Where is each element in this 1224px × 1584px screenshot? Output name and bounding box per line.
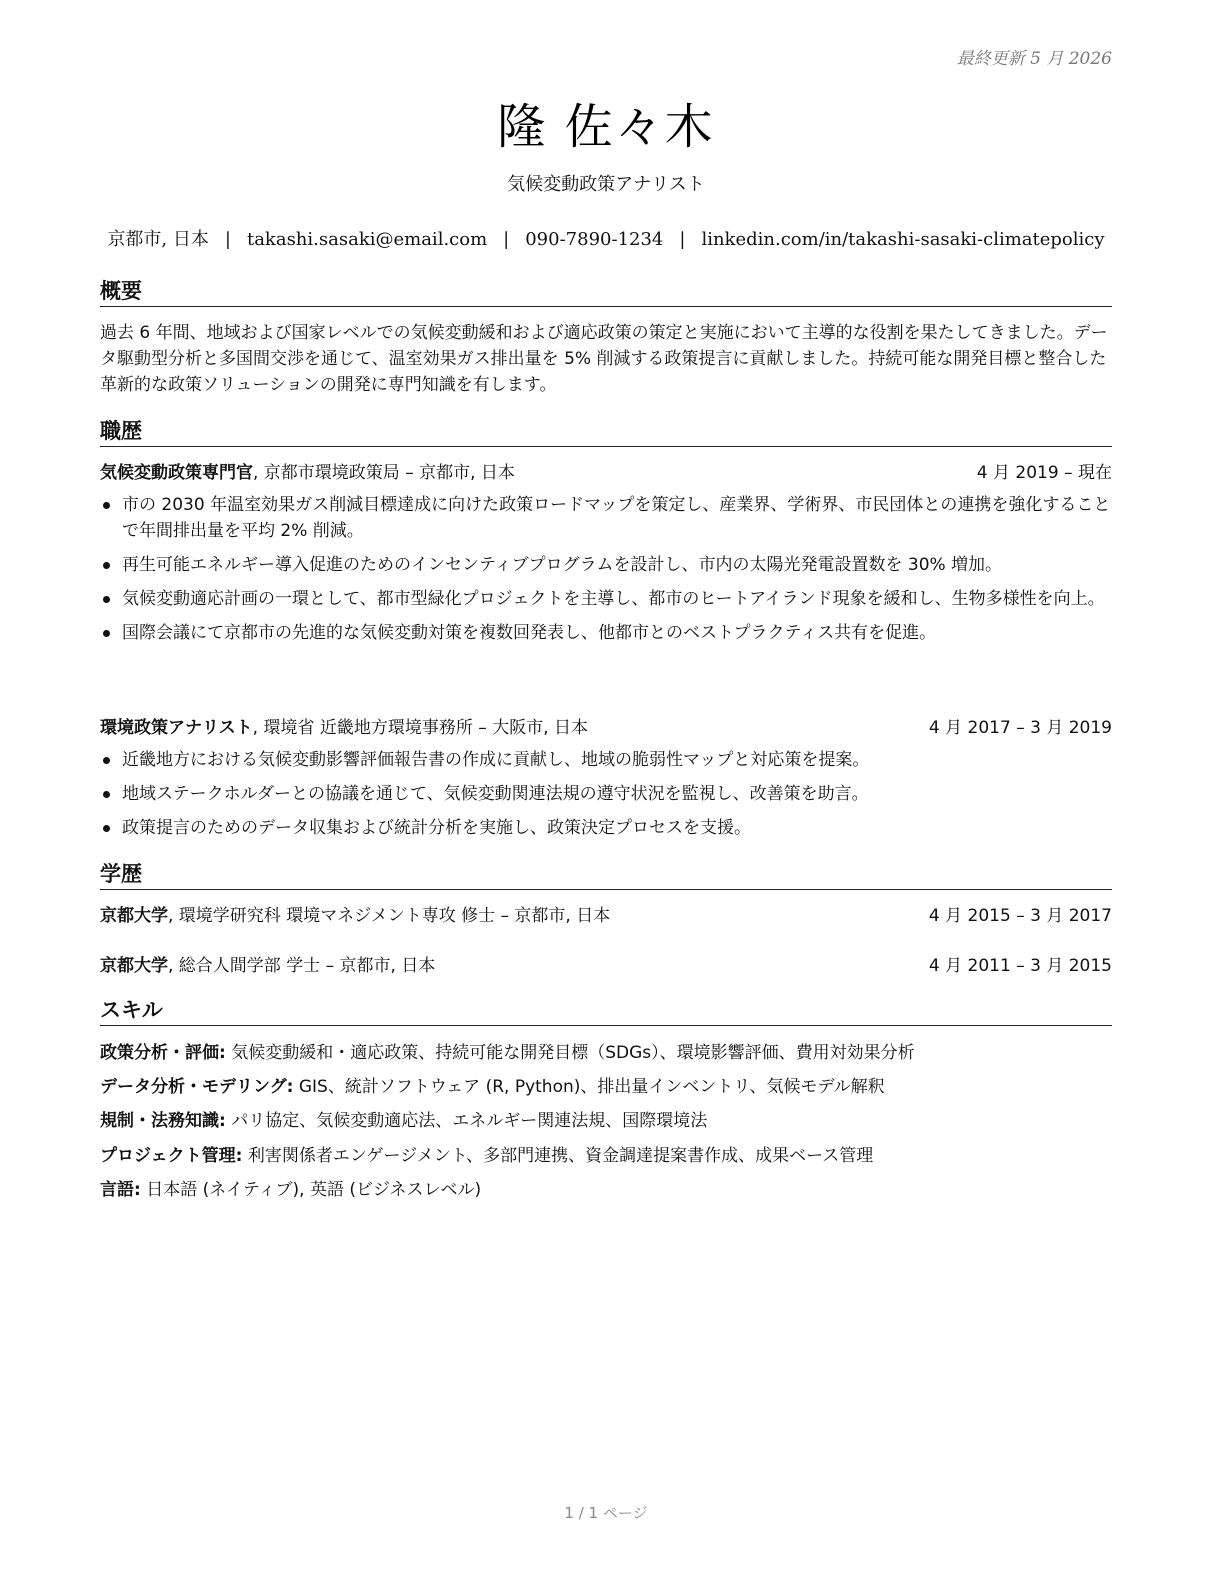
- list-item: 再生可能エネルギー導入促進のためのインセンティブプログラムを設計し、市内の太陽光発電設置数を 30% 増加。: [100, 552, 1112, 578]
- section-title-education: 学歴: [100, 860, 1112, 890]
- page-number: 1 / 1 ページ: [564, 1504, 648, 1522]
- contact-separator: |: [224, 229, 231, 250]
- skill-label: プロジェクト管理:: [100, 1146, 243, 1166]
- job-role: 環境政策アナリスト: [100, 718, 253, 738]
- skill-value: 日本語 (ネイティブ), 英語 (ビジネスレベル): [140, 1180, 482, 1200]
- summary-text: 過去 6 年間、地域および国家レベルでの気候変動緩和および適応政策の策定と実施において主導的な役割を果たしてきました。データ駆動型分析と多国間交渉を通じて、温室効果ガス排出量を 5% 削減する政策提言に貢献しました。持続可能な開発目標と整合した革新的な政策ソリューションの開発に専門知識を有します。: [100, 323, 1108, 395]
- skill-line: [100, 1108, 1112, 1134]
- job-bullets: [100, 492, 1112, 654]
- job-org: , 京都市環境政策局 – 京都市, 日本: [253, 463, 515, 483]
- education-detail: , 環境学研究科 環境マネジメント専攻 修士 – 京都市, 日本: [168, 906, 611, 926]
- skill-value: パリ協定、気候変動適応法、エネルギー関連法規、国際環境法: [225, 1111, 708, 1131]
- skill-label: データ分析・モデリング:: [100, 1077, 294, 1097]
- skill-value: 利害関係者エンゲージメント、多部門連携、資金調達提案書作成、成果ベース管理: [242, 1146, 874, 1166]
- skill-label: 政策分析・評価:: [100, 1043, 226, 1063]
- list-item: 国際会議にて京都市の先進的な気候変動対策を複数回発表し、他都市とのベストプラクティス共有を促進。: [100, 620, 1112, 646]
- list-item: 市の 2030 年温室効果ガス削減目標達成に向けた政策ロードマップを策定し、産業界、学術界、市民団体との連携を強化することで年間排出量を平均 2% 削減。: [100, 492, 1112, 544]
- list-item: 気候変動適応計画の一環として、都市型緑化プロジェクトを主導し、都市のヒートアイランド現象を緩和し、生物多様性を向上。: [100, 586, 1112, 612]
- skill-value: 気候変動緩和・適応政策、持続可能な開発目標（SDGs）、環境影響評価、費用対効果分析: [225, 1043, 915, 1063]
- education-entry: [100, 904, 1112, 928]
- last-updated: 最終更新 5 月 2026: [956, 49, 1112, 69]
- skill-line: [100, 1143, 1112, 1169]
- candidate-name: 隆 佐々木: [497, 99, 715, 155]
- skill-label: 規制・法務知識:: [100, 1111, 226, 1131]
- job-header: [100, 461, 1112, 485]
- job-org: , 環境省 近畿地方環境事務所 – 大阪市, 日本: [252, 718, 588, 738]
- contact-separator: |: [503, 229, 510, 250]
- job-bullets: [100, 747, 1112, 849]
- list-item: 地域ステークホルダーとの協議を通じて、気候変動関連法規の遵守状況を監視し、改善策を助言。: [100, 781, 1112, 807]
- list-item: 政策提言のためのデータ収集および統計分析を実施し、政策決定プロセスを支援。: [100, 815, 1112, 841]
- resume-page: [100, 0, 1112, 1584]
- job-role: 気候変動政策専門官: [100, 463, 253, 483]
- education-school: 京都大学: [100, 956, 168, 976]
- list-item: 近畿地方における気候変動影響評価報告書の作成に貢献し、地域の脆弱性マップと対応策を提案。: [100, 747, 1112, 773]
- job-dates: 4 月 2017 – 3 月 2019: [928, 718, 1112, 738]
- skill-line: [100, 1177, 1112, 1203]
- contact-phone[interactable]: 090-7890-1234: [525, 229, 664, 250]
- job-header: [100, 716, 1112, 740]
- skill-line: [100, 1040, 1112, 1066]
- education-dates: 4 月 2015 – 3 月 2017: [928, 906, 1112, 926]
- education-detail: , 総合人間学部 学士 – 京都市, 日本: [168, 956, 436, 976]
- section-title-summary: 概要: [100, 277, 1112, 307]
- contact-line: [100, 225, 1112, 251]
- section-title-skills: スキル: [100, 996, 1112, 1026]
- education-entry: [100, 954, 1112, 978]
- skill-value: GIS、統計ソフトウェア (R, Python)、排出量インベントリ、気候モデル解釈: [293, 1077, 885, 1097]
- job-dates: 4 月 2019 – 現在: [976, 463, 1112, 483]
- skill-label: 言語:: [100, 1180, 141, 1200]
- education-dates: 4 月 2011 – 3 月 2015: [928, 956, 1112, 976]
- contact-linkedin[interactable]: linkedin.com/in/takashi-sasaki-climatepolicy: [701, 229, 1105, 250]
- section-title-experience: 職歴: [100, 417, 1112, 447]
- candidate-headline: 気候変動政策アナリスト: [507, 174, 705, 195]
- skill-line: [100, 1074, 1112, 1100]
- contact-email[interactable]: takashi.sasaki@email.com: [246, 229, 488, 250]
- contact-location: 京都市, 日本: [107, 229, 209, 250]
- education-school: 京都大学: [100, 906, 168, 926]
- contact-separator: |: [679, 229, 686, 250]
